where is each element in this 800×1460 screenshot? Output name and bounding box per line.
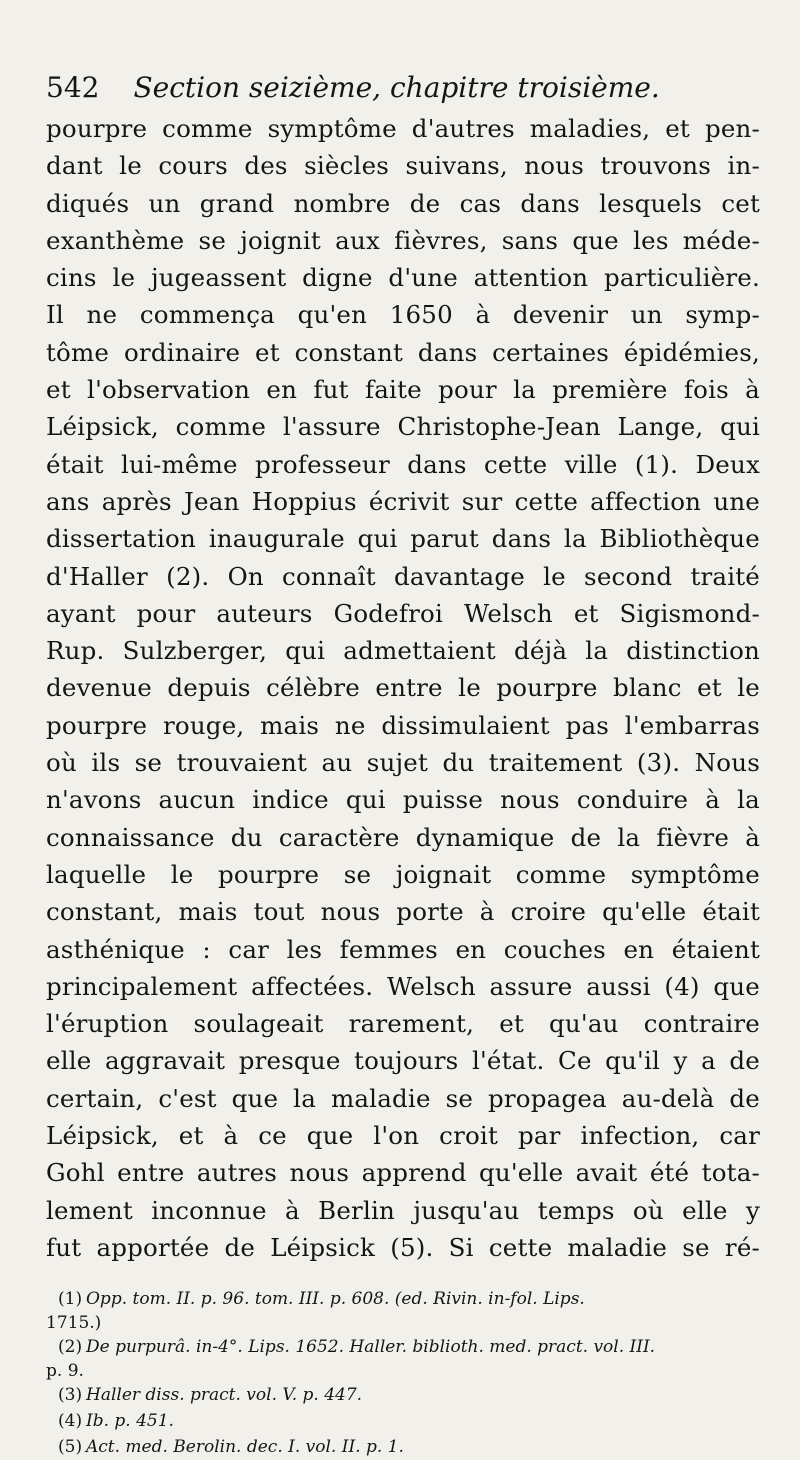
text-line: Léipsick, et à ce que l'on croit par infection, car — [46, 1121, 760, 1151]
text-line: d'Haller (2). On connaît davantage le second traité — [46, 561, 760, 591]
footnote-4 — [46, 1408, 760, 1434]
text-line: Il ne commença qu'en 1650 à devenir un symp- — [46, 300, 760, 330]
text-line: ayant pour auteurs Godefroi Welsch et Sigismond- — [46, 598, 760, 628]
text-line: cins le jugeassent digne d'une attention particulière. — [46, 263, 760, 293]
page-number: 542 — [46, 71, 100, 104]
text-line: connaissance du caractère dynamique de la fièvre à — [46, 822, 760, 852]
text-line: elle aggravait presque toujours l'état. Ce qu'il y a de — [46, 1046, 760, 1076]
footnote-mark: (5) — [58, 1437, 83, 1458]
footnote-continuation: p. 9. — [46, 1361, 84, 1382]
text-line: était lui-même professeur dans cette ville (1). Deux — [46, 449, 760, 479]
text-line: pourpre comme symptôme d'autres maladies, et pen- — [46, 114, 760, 143]
text-line: certain, c'est que la maladie se propagea au-delà de — [46, 1083, 760, 1113]
text-line: Gohl entre autres nous apprend qu'elle avait été tota- — [46, 1158, 760, 1188]
text-line: où ils se trouvaient au sujet du traitement (3). Nous — [46, 748, 760, 778]
body-text — [46, 110, 760, 1266]
footnote-text: Ib. p. 451. — [86, 1411, 174, 1432]
footnote-text: De purpurâ. in-4°. Lips. 1652. Haller. biblioth. med. pract. vol. III. — [86, 1337, 656, 1358]
footnotes — [46, 1286, 760, 1460]
text-line: constant, mais tout nous porte à croire qu'elle était — [46, 897, 760, 927]
text-line: tôme ordinaire et constant dans certaines épidémies, — [46, 337, 760, 367]
text-line: Léipsick, comme l'assure Christophe-Jean Lange, qui — [46, 412, 760, 442]
text-line: dissertation inaugurale qui parut dans la Bibliothèque — [46, 524, 760, 554]
text-line: fut apportée de Léipsick (5). Si cette maladie se ré- — [46, 1232, 760, 1262]
text-line: et l'observation en fut faite pour la première fois à — [46, 375, 760, 405]
footnote-text: Act. med. Berolin. dec. I. vol. II. p. 1. — [86, 1437, 404, 1458]
footnote-text: Haller diss. pract. vol. V. p. 447. — [86, 1385, 363, 1406]
text-line: asthénique : car les femmes en couches en étaient — [46, 934, 760, 964]
text-line: l'éruption soulageait rarement, et qu'au contraire — [46, 1009, 760, 1039]
text-line: diqués un grand nombre de cas dans lesquels cet — [46, 188, 760, 218]
footnote-continuation: 1715.) — [46, 1313, 102, 1334]
footnote-mark: (4) — [58, 1411, 83, 1432]
text-line: laquelle le pourpre se joignait comme symptôme — [46, 859, 760, 889]
footnote-3 — [46, 1382, 760, 1408]
footnote-mark: (2) — [58, 1337, 83, 1358]
text-line: Rup. Sulzberger, qui admettaient déjà la distinction — [46, 636, 760, 666]
text-line: ans après Jean Hoppius écrivit sur cette affection une — [46, 486, 760, 516]
page-header — [46, 70, 760, 106]
text-line: exanthème se joignit aux fièvres, sans que les méde- — [46, 225, 760, 255]
footnote-mark: (3) — [58, 1385, 83, 1406]
running-title: Section seizième, chapitre troisième. — [133, 71, 660, 104]
text-line: pourpre rouge, mais ne dissimulaient pas l'embarras — [46, 710, 760, 740]
text-line: lement inconnue à Berlin jusqu'au temps où elle y — [46, 1195, 760, 1225]
text-line: principalement affectées. Welsch assure aussi (4) que — [46, 971, 760, 1001]
text-line: n'avons aucun indice qui puisse nous conduire à la — [46, 785, 760, 815]
footnote-5 — [46, 1434, 760, 1460]
footnote-1 — [46, 1286, 760, 1334]
footnote-2 — [46, 1334, 760, 1382]
footnote-text: Opp. tom. II. p. 96. tom. III. p. 608. (ed. Rivin. in-fol. Lips. — [86, 1289, 585, 1310]
text-line: dant le cours des siècles suivans, nous trouvons in- — [46, 151, 760, 181]
text-line: devenue depuis célèbre entre le pourpre blanc et le — [46, 673, 760, 703]
footnote-mark: (1) — [58, 1289, 83, 1310]
